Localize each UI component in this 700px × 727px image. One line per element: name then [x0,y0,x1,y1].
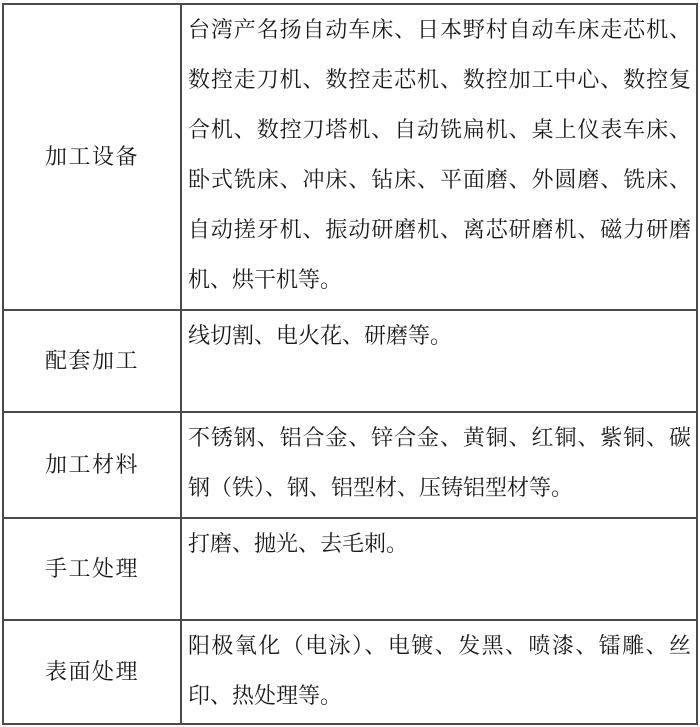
table-row [3,4,697,310]
row-content-surface-treatment: 阳极氧化（电泳）、电镀、发黑、喷漆、镭雕、丝印、热处理等。 [181,620,697,724]
row-label-manual-processing: 手工处理 [3,518,181,620]
capabilities-table-wrap [2,3,698,722]
row-label-surface-treatment: 表面处理 [3,620,181,724]
row-label-processing-materials: 加工材料 [3,412,181,518]
table-row [3,412,697,518]
table-row [3,620,697,724]
table-row [3,310,697,412]
row-content-processing-materials: 不锈钢、铝合金、锌合金、黄铜、红铜、紫铜、碳钢（铁）、钢、铝型材、压铸铝型材等。 [181,412,697,518]
row-label-processing-equipment: 加工设备 [3,4,181,310]
row-label-supporting-processing: 配套加工 [3,310,181,412]
row-content-manual-processing: 打磨、抛光、去毛刺。 [181,518,697,620]
row-content-supporting-processing: 线切割、电火花、研磨等。 [181,310,697,412]
table-row [3,518,697,620]
capabilities-table [2,3,698,725]
row-content-processing-equipment: 台湾产名扬自动车床、日本野村自动车床走芯机、数控走刀机、数控走芯机、数控加工中心、数控复合机、数控刀塔机、自动铣扁机、桌上仪表车床、卧式铣床、冲床、钻床、平面磨、外圆磨、铣床、自动搓牙机、振动研磨机、离芯研磨机、磁力研磨机、烘干机等。 [181,4,697,310]
